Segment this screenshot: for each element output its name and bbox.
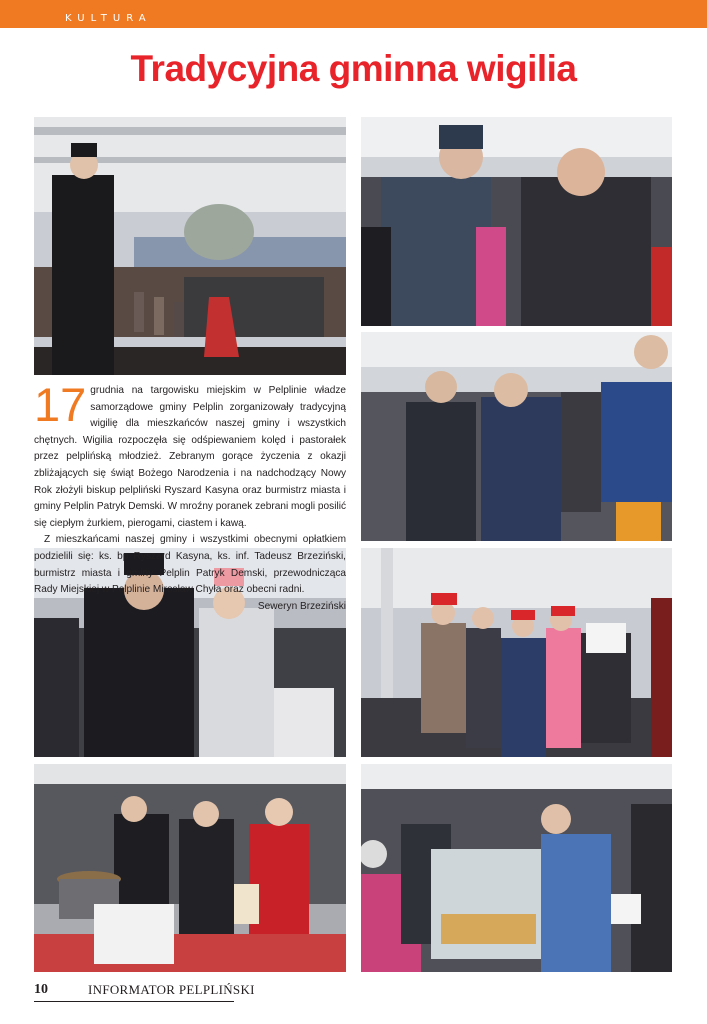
photo-food-counter [361, 764, 672, 972]
article-paragraph-2: Z mieszkańcami naszej gminy i wszystkimi obecnymi opłatkiem podzielili się: ks. bp Ryszard Kasyna, ks. inf. Tadeusz Brzeziński, burmistrz miasta i gminy Pelplin Patryk Demski, przewodnicząca Rady Miejskiej w Pelplinie Mirosław Chyła oraz obecni radni. [34, 534, 346, 596]
photo-volunteers-serving-soup [34, 764, 346, 972]
article-body [34, 378, 346, 615]
page-number: 10 [34, 982, 48, 997]
photo-officials-sharing-wafer [361, 117, 672, 326]
journal-name: INFORMATOR PELPLIŃSKI [88, 982, 255, 997]
footer-rule [34, 1001, 234, 1002]
section-header-bar [0, 0, 707, 28]
page-title: Tradycyjna gminna wigilia [130, 48, 577, 89]
photo-speaker-on-stage [34, 117, 346, 375]
section-label: KULTURA [65, 13, 152, 24]
article-paragraph-1: grudnia na targowisku miejskim w Pelplinie władze samorządowe gminy Pelplin zorganizowały tradycyjną wigilię dla mieszkańców naszej gminy i wszystkich chętnych. Wigilia rozpoczęła się odśpiewaniem kolęd i pastorałek przez pelplińską młodzież. Zebranym gorące życzenia z okazji zbliżających się świąt Bożego Narodzenia i na nadchodzący Nowy Rok złożyli biskup pelpliński Ryszard Kasyna oraz burmistrz miasta i gminy Pelplin Patryk Demski. W mroźny poranek zebrani mogli posilić się ciepłym żurkiem, pierogami, ciastem i kawą. [34, 385, 346, 529]
photo-carol-singers [361, 548, 672, 757]
article-dropcap: 17 [34, 378, 87, 431]
photo-crowd-exchanging-wishes [361, 332, 672, 541]
article-author: Seweryn Brzeziński [257, 600, 346, 612]
